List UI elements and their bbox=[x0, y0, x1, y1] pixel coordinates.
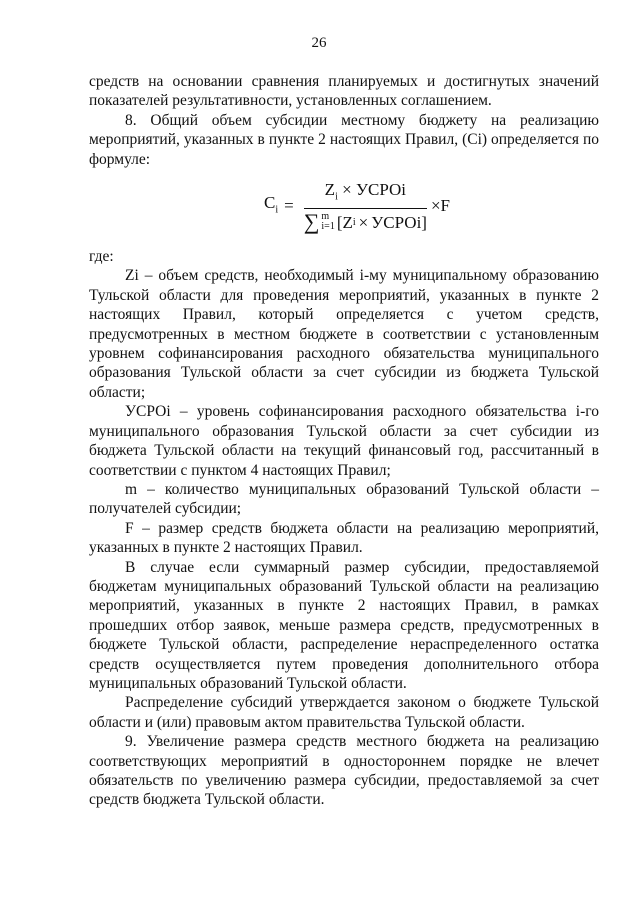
formula-rhs-times: × bbox=[430, 196, 441, 216]
sum-lower-limit: i=1 bbox=[321, 221, 335, 233]
formula-numerator bbox=[321, 180, 410, 209]
formula-block bbox=[89, 169, 599, 247]
numerator-times: × bbox=[342, 179, 352, 199]
formula-lhs bbox=[264, 193, 278, 220]
where-label: где: bbox=[89, 248, 114, 266]
numerator-z-sub: i bbox=[335, 191, 338, 203]
sum-limits bbox=[321, 212, 334, 232]
definition-m: m – количество муниципальных образований Тульской области – получателей субсидии; bbox=[89, 480, 599, 518]
paragraph-9: 9. Увеличение размера средств местного бюджета на реализацию соответствующих мероприятий в одностороннем порядке не влечет обязательств по увеличению размера субсидии, предоставляемой за счет средств бюджета Тульской области. bbox=[89, 733, 599, 809]
numerator-usro: УСРОi bbox=[355, 179, 406, 199]
sum-sign: ∑ bbox=[303, 209, 320, 235]
paragraph-redistribution: В случае если суммарный размер субсидии, предоставляемой бюджетам муниципальных образований Тульской области на реализацию мероприятий, указанных в пункте 2 настоящих Правил, в рамках прошедших отбор заявок, меньше размера средств, предусмотренных в бюджете Тульской области, распределение нераспределенного остатка средств осуществляется путем проведения дополнительного отбора муниципальных образований Тульской области. bbox=[89, 558, 599, 692]
page-number: 26 bbox=[311, 35, 327, 51]
formula-rhs-f: F bbox=[440, 196, 451, 216]
formula-fraction bbox=[304, 180, 427, 233]
formula-lhs-sub: i bbox=[275, 204, 279, 216]
formula-equals: = bbox=[284, 196, 294, 216]
document-body bbox=[89, 72, 599, 810]
definition-usro: УСРОi – уровень софинансирования расходного обязательства i-го муниципального образования Тульской области за счет субсидии из бюджета Тульской области на текущий финансовый год, рассчитанный в соответствии с пунктом 4 настоящих Правил; bbox=[89, 403, 599, 479]
denominator-times: × bbox=[358, 212, 369, 232]
paragraph-intro-continuation: средств на основании сравнения планируемых и достигнутых значений показателей результативности, установленных соглашением. bbox=[89, 73, 599, 110]
denominator-z-sub: i bbox=[352, 216, 356, 228]
definition-zi: Zi – объем средств, необходимый i-му муниципальному образованию Тульской области для проведения мероприятий, указанных в пункте 2 настоящих Правил, который определяется с учетом средств, предусмотренных в местном бюджете в соответствии с установленным уровнем софинансирования расходного обязательства муниципального образования Тульской области за счет субсидии из бюджета Тульской области; bbox=[89, 267, 599, 401]
formula-denominator bbox=[303, 209, 427, 235]
paragraph-8: 8. Общий объем субсидии местному бюджету на реализацию мероприятий, указанных в пункте 2 настоящих Правил, (Ci) определяется по формуле: bbox=[89, 111, 599, 168]
numerator-z: Z bbox=[324, 179, 336, 199]
denominator-usro: УСРОi] bbox=[371, 212, 427, 232]
definition-f: F – размер средств бюджета области на реализацию мероприятий, указанных в пункте 2 настоящих Правил. bbox=[89, 519, 599, 557]
sum-upper-limit: m bbox=[321, 211, 330, 223]
formula-lhs-symbol: C bbox=[264, 192, 276, 212]
paragraph-distribution-approval: Распределение субсидий утверждается законом о бюджете Тульской области и (или) правовым актом правительства Тульской области. bbox=[89, 694, 599, 731]
subsidy-formula bbox=[264, 175, 450, 237]
denominator-z: [Z bbox=[336, 212, 353, 232]
